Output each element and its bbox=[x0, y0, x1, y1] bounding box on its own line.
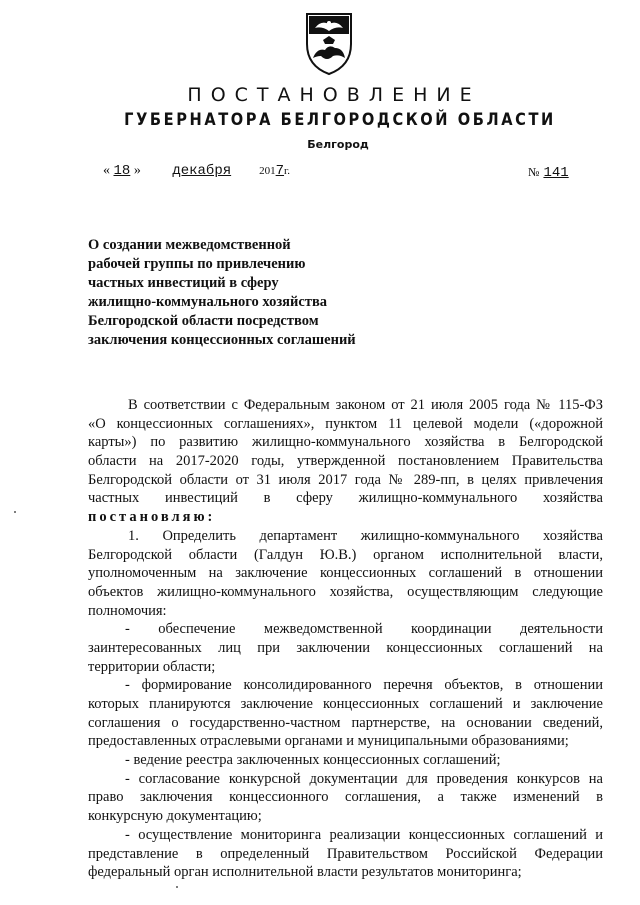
document-number-value: 141 bbox=[543, 165, 569, 181]
coat-of-arms-icon bbox=[303, 10, 355, 76]
body-line: Белгородской области от 31 июля 2017 года № 289-пп, в целях привлечения bbox=[88, 471, 603, 488]
body-line: - согласование конкурсной документации для проведения конкурсов на bbox=[125, 770, 603, 787]
body-line: которых планируются заключение концессионных соглашений и заключение bbox=[88, 696, 603, 712]
body-line: частных инвестиций в сферу жилищно-коммунального хозяйства bbox=[88, 490, 603, 507]
body-line: предоставленных отраслевыми органами и муниципальными образованиями; bbox=[88, 733, 569, 750]
city-name: Белгород bbox=[307, 138, 369, 151]
date-line: « 18 » декабря 2017г. bbox=[103, 163, 291, 179]
heading-line: жилищно-коммунального хозяйства bbox=[88, 294, 328, 310]
document-number: № 141 bbox=[528, 165, 569, 181]
body-line: представление в определенный Правительством Российской Федерации bbox=[88, 845, 603, 862]
body-line: «О концессионных соглашениях», пунктом 11 целевой модели («дорожной bbox=[88, 415, 603, 432]
heading-line: частных инвестиций в сферу bbox=[88, 275, 279, 291]
body-line: - формирование консолидированного перечня объектов, в отношении bbox=[125, 677, 603, 694]
scan-speck bbox=[14, 511, 16, 513]
date-year-prefix: 201 bbox=[259, 165, 276, 177]
body-line: уполномоченным на заключение концессионных соглашений в отношении bbox=[88, 565, 603, 582]
body-line: постановляю: bbox=[88, 509, 216, 526]
body-line: - осуществление мониторинга реализации концессионных соглашений и bbox=[125, 826, 603, 843]
body-line: территории области; bbox=[88, 658, 216, 675]
body-line: объектов жилищно-коммунального хозяйства, осуществляющим следующие bbox=[88, 583, 603, 600]
heading-line: Белгородской области посредством bbox=[88, 313, 319, 329]
body-line: Белгородской области (Галдун Ю.В.) органом исполнительной власти, bbox=[88, 546, 603, 563]
document-title: ПОСТАНОВЛЕНИЕ bbox=[187, 84, 481, 106]
document-heading bbox=[88, 236, 388, 350]
body-line: право заключения концессионного соглашения, а также изменений в bbox=[88, 789, 603, 806]
body-line: В соответствии с Федеральным законом от 21 июля 2005 года № 115-ФЗ bbox=[128, 397, 603, 413]
document-body bbox=[88, 396, 603, 882]
body-line: карты») по развитию жилищно-коммунального хозяйства в Белгородской bbox=[88, 434, 603, 451]
body-line: - ведение реестра заключенных концессионных соглашений; bbox=[125, 752, 501, 769]
scan-speck bbox=[176, 886, 178, 888]
body-line: конкурсную документацию; bbox=[88, 808, 262, 825]
heading-line: О создании межведомственной bbox=[88, 237, 291, 253]
body-line: федеральный орган исполнительной власти результатов мониторинга; bbox=[88, 864, 522, 881]
body-line: полномочия: bbox=[88, 602, 167, 619]
date-month: декабря bbox=[172, 163, 232, 179]
heading-line: рабочей группы по привлечению bbox=[88, 256, 306, 272]
document-subtitle: ГУБЕРНАТОРА БЕЛГОРОДСКОЙ ОБЛАСТИ bbox=[124, 110, 556, 130]
body-line: 1. Определить департамент жилищно-коммунального хозяйства bbox=[128, 527, 603, 544]
body-line: соглашения о государственно-частном партнерстве, на основании сведений, bbox=[88, 714, 603, 731]
body-line: области на 2017-2020 годы, утвержденной постановлением Правительства bbox=[88, 453, 603, 470]
body-line: - обеспечение межведомственной координации деятельности bbox=[125, 621, 603, 638]
date-year-suffix: 7 bbox=[275, 163, 285, 179]
date-day: 18 bbox=[113, 163, 131, 179]
heading-line: заключения концессионных соглашений bbox=[88, 332, 356, 348]
body-line: заинтересованных лиц при заключении концессионных соглашений на bbox=[88, 639, 603, 656]
